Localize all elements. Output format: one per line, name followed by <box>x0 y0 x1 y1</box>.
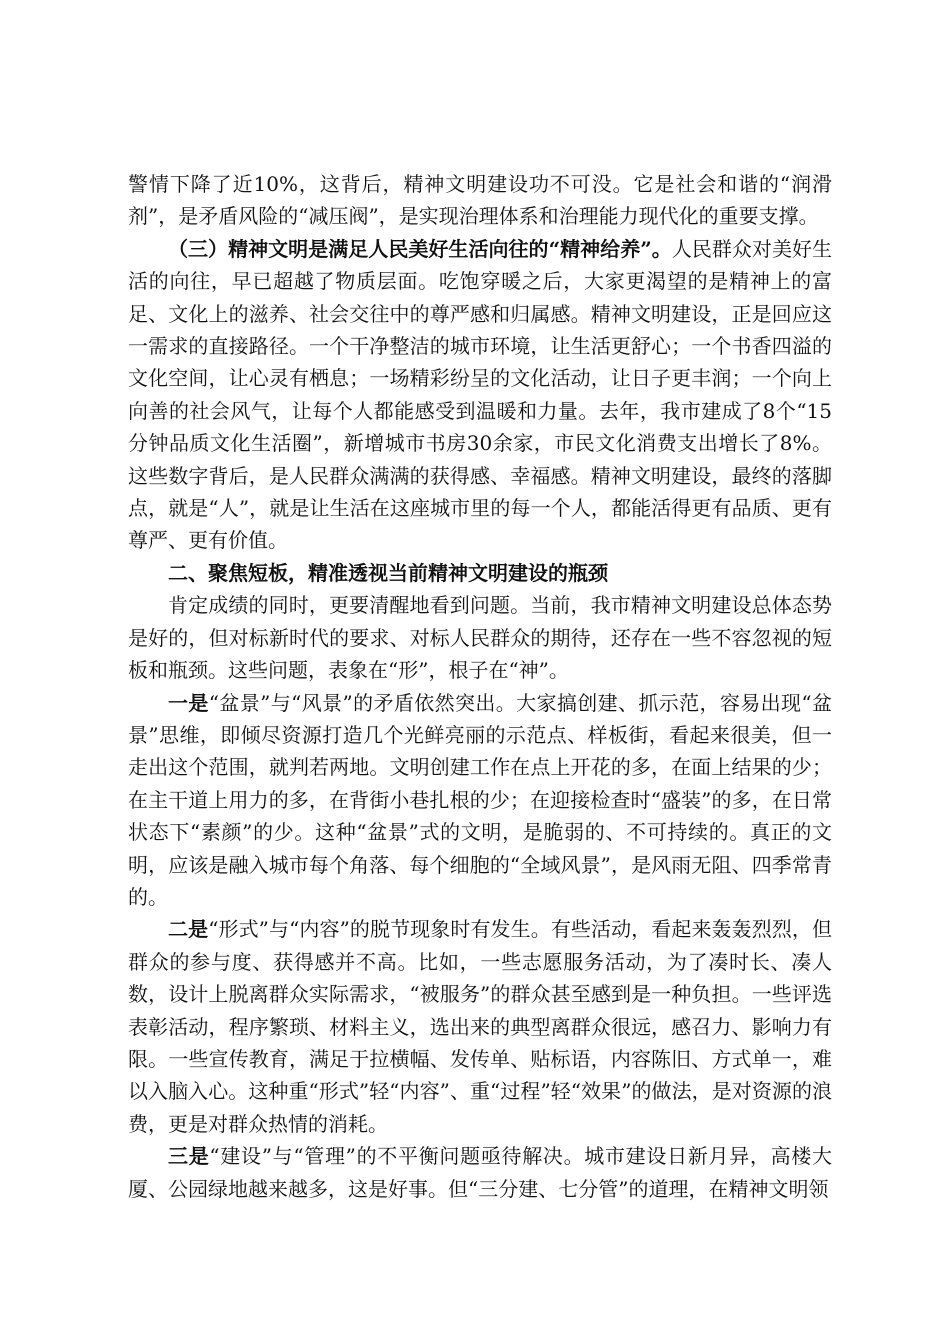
point-lead-3: 三是 <box>168 1144 210 1169</box>
paragraph-text: 肯定成绩的同时，更要清醒地看到问题。当前，我市精神文明建设总体态势是好的，但对标新时代的要求、对标人民群众的期待，还存在一些不容忽视的短板和瓶颈。这些问题，表象在“形”，根子在“神”。 <box>128 593 832 683</box>
paragraph-point-1 <box>128 687 832 914</box>
paragraph-point-2 <box>128 913 832 1140</box>
paragraph-text: “形式”与“内容”的脱节现象时有发生。有些活动，看起来轰轰烈烈，但群众的参与度、获得感并不高。比如，一些志愿服务活动，为了凑时长、凑人数，设计上脱离群众实际需求，“被服务”的群众甚至感到是一种负担。一些评选表彰活动，程序繁琐、材料主义，选出来的典型离群众很远，感召力、影响力有限。一些宣传教育，满足于拉横幅、发传单、贴标语，内容陈旧、方式单一，难以入脑入心。这种重“形式”轻“内容”、重“过程”轻“效果”的做法，是对资源的浪费，更是对群众热情的消耗。 <box>128 917 832 1136</box>
section-heading-3: （三）精神文明是满足人民美好生活向往的“精神给养”。 <box>168 236 672 261</box>
paragraph-text: 人民群众对美好生活的向往，早已超越了物质层面。吃饱穿暖之后，大家更渴望的是精神上的富足、文化上的滋养、社会交往中的尊严感和归属感。精神文明建设，正是回应这一需求的直接路径。一个干净整洁的城市环境，让生活更舒心；一个书香四溢的文化空间，让心灵有栖息；一场精彩纷呈的文化活动，让日子更丰润；一个向上向善的社会风气，让每个人都能感受到温暖和力量。去年，我市建成了8个“15分钟品质文化生活圈”，新增城市书房30余家，市民文化消费支出增长了8%。这些数字背后，是人民群众满满的获得感、幸福感。精神文明建设，最终的落脚点，就是“人”，就是让生活在这座城市里的每一个人，都能活得更有品质、更有尊严、更有价值。 <box>128 236 833 553</box>
paragraph-text: 警情下降了近10%，这背后，精神文明建设功不可没。它是社会和谐的“润滑剂”，是矛盾风险的“减压阀”，是实现治理体系和治理能力现代化的重要支撑。 <box>128 172 832 229</box>
heading-text: 二、聚焦短板，精准透视当前精神文明建设的瓶颈 <box>168 560 608 585</box>
paragraph-text: “建设”与“管理”的不平衡问题亟待解决。城市建设日新月异，高楼大厦、公园绿地越来越多，这是好事。但“三分建、七分管”的道理，在精神文明领 <box>128 1144 832 1201</box>
paragraph-section-3 <box>128 233 832 557</box>
paragraph-text: “盆景”与“风景”的矛盾依然突出。大家搞创建、抓示范，容易出现“盆景”思维，即倾尽资源打造几个光鲜亮丽的示范点、样板街，看起来很美，但一走出这个范围，就判若两地。文明创建工作在点上开花的多，在面上结果的少；在主干道上用力的多，在背街小巷扎根的少；在迎接检查时“盛装”的多，在日常状态下“素颜”的少。这种“盆景”式的文明，是脆弱的、不可持续的。真正的文明，应该是融入城市每个角落、每个细胞的“全域风景”，是风雨无阻、四季常青的。 <box>128 690 833 909</box>
chapter-heading-2 <box>128 557 832 589</box>
document-page <box>128 168 832 1205</box>
paragraph-intro <box>128 589 832 686</box>
point-lead-1: 一是 <box>168 690 209 715</box>
paragraph-point-3 <box>128 1140 832 1205</box>
paragraph-continuation <box>128 168 832 233</box>
point-lead-2: 二是 <box>168 917 209 942</box>
